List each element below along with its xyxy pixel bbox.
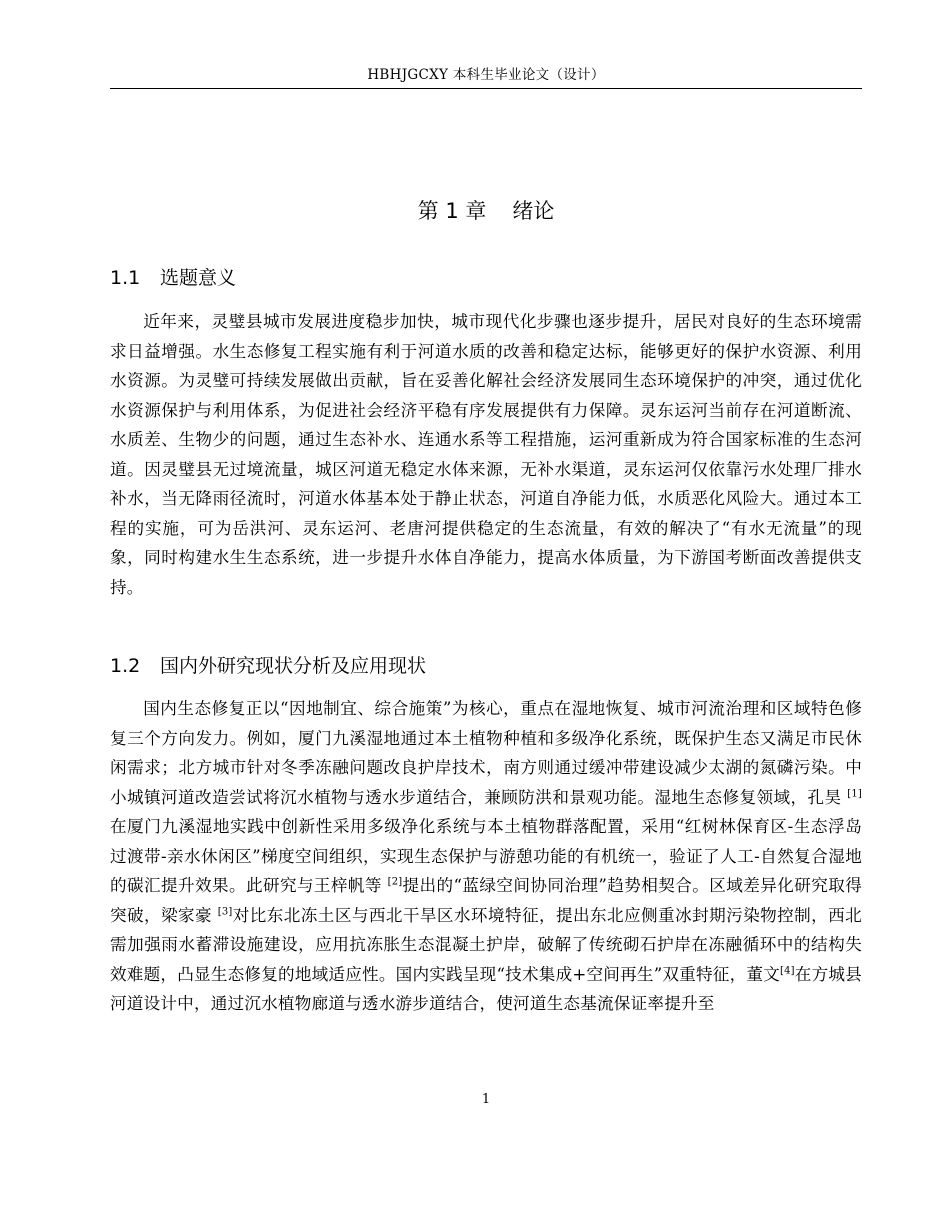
chapter-title: [110, 196, 862, 226]
page-number: 1: [481, 1092, 491, 1107]
section-number: 1.1: [110, 267, 141, 289]
body-paragraph: [110, 694, 862, 1019]
chapter-name: 绪论: [512, 199, 555, 223]
page-header: HBHJGCXY 本科生毕业论文（设计）: [367, 67, 605, 83]
citation-ref[interactable]: [2]: [387, 876, 403, 888]
section-heading-1-2: [110, 652, 426, 680]
paragraph-text: 在厦门九溪湿地实践中创新性采用多级净化系统与本土植物群落配置，采用“红树林保育区-生态浮岛过渡带-亲水休闲区”梯度空间组织，实现生态保护与游憩功能的有机统一，验证了人工-自然复合湿地的碳汇提升效果。此研究与王梓帆等: [110, 817, 862, 895]
section-heading-1-1: [110, 264, 236, 292]
section-title: 国内外研究现状分析及应用现状: [160, 655, 427, 677]
body-paragraph: 近年来，灵璧县城市发展进度稳步加快，城市现代化步骤也逐步提升，居民对良好的生态环境需求日益增强。水生态修复工程实施有利于河道水质的改善和稳定达标，能够更好的保护水资源、利用水资源。为灵璧可持续发展做出贡献，旨在妥善化解社会经济发展同生态环境保护的冲突，通过优化水资源保护与利用体系，为促进社会经济平稳有序发展提供有力保障。灵东运河当前存在河道断流、水质差、生物少的问题，通过生态补水、连通水系等工程措施，运河重新成为符合国家标准的生态河道。因灵璧县无过境流量，城区河道无稳定水体来源，无补水渠道，灵东运河仅依靠污水处理厂排水补水，当无降雨径流时，河道水体基本处于静止状态，河道自净能力低，水质恶化风险大。通过本工程的实施，可为岳洪河、灵东运河、老唐河提供稳定的生态流量，有效的解决了“有水无流量”的现象，同时构建水生生态系统，进一步提升水体自净能力，提高水体质量，为下游国考断面改善提供支持。: [110, 312, 862, 597]
header-divider: [110, 88, 862, 89]
paragraph-text: 在方城县河道设计中，通过沉水植物廊道与透水游步道结合，使河道生态基流保证率提升至: [110, 964, 862, 1013]
paragraph-text: 对比东北冻土区与西北干旱区水环境特征，提出东北应侧重冰封期污染物控制，西北需加强雨水蓄滞设施建设，应用抗冻胀生态混凝土护岸，破解了传统砌石护岸在冻融循环中的结构失效难题，凸显生态修复的地域适应性。国内实践呈现“技术集成+空间再生”双重特征，董文: [110, 905, 862, 984]
paragraph-text: 提出的“蓝绿空间协同治理”趋势相契合。区域差异化研究取得突破，梁家豪: [110, 876, 862, 925]
section-title: 选题意义: [160, 267, 237, 289]
paragraph-text: 国内生态修复正以“因地制宜、综合施策”为核心，重点在湿地恢复、城市河流治理和区域特色修复三个方向发力。例如，厦门九溪湿地通过本土植物种植和多级净化系统，既保护生态又满足市民休闲需求；北方城市针对冬季冻融问题改良护岸技术，南方则通过缓冲带建设减少太湖的氮磷污染。中小城镇河道改造尝试将沉水植物与透水步道结合，兼顾防洪和景观功能。湿地生态修复领域，孔昊: [110, 699, 862, 807]
citation-ref[interactable]: [3]: [217, 905, 233, 917]
citation-ref[interactable]: [4]: [780, 964, 795, 976]
chapter-number: 第 1 章: [417, 199, 487, 223]
section-number: 1.2: [110, 655, 141, 677]
citation-ref[interactable]: [1]: [847, 787, 862, 799]
